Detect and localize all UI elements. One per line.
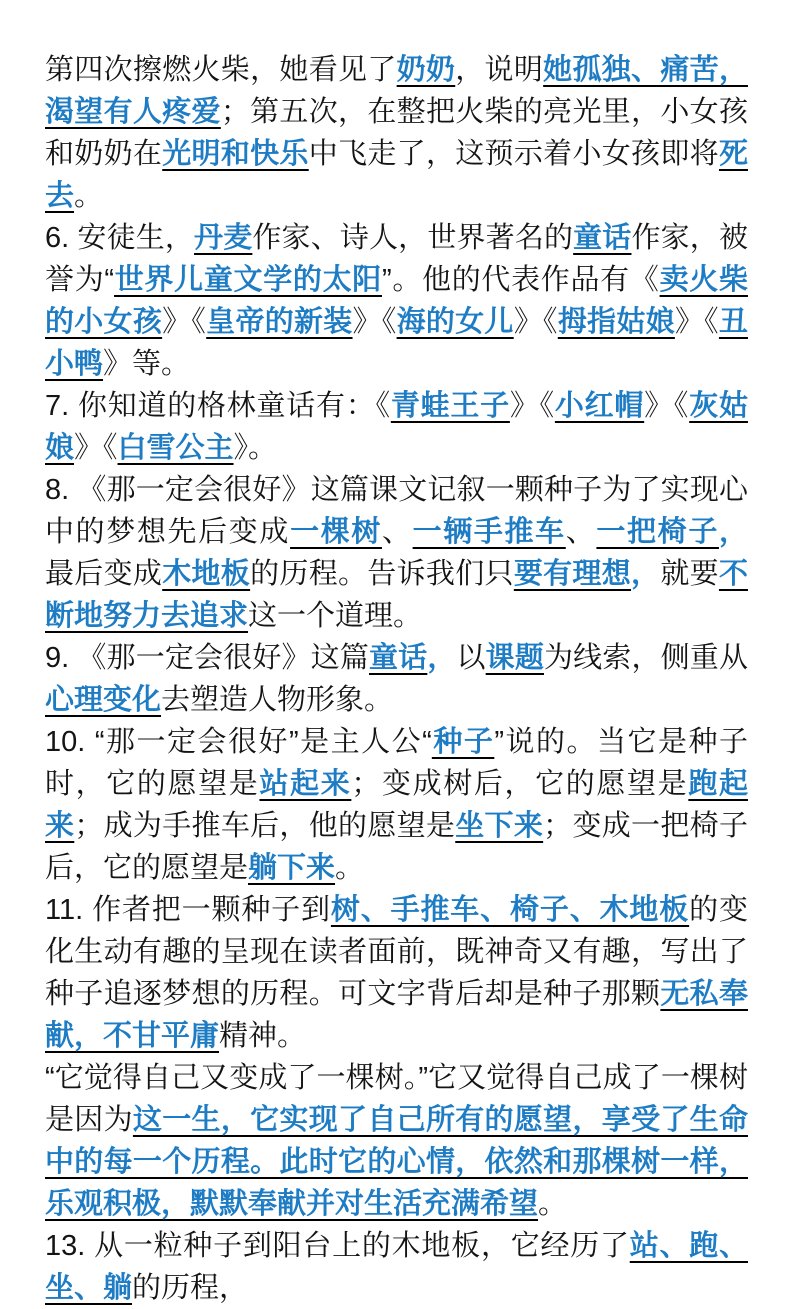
answer-highlight-text: 这一生，它实现了自己所有的愿望，享受了生命中的每一个历程。此时它的心情，依然和那棵树一样，乐观积极，默默奉献并对生活充满希望 xyxy=(45,1104,748,1220)
answer-highlight-text: 坐下来 xyxy=(455,810,544,842)
question-text: 。 xyxy=(74,180,104,212)
answer-highlight-text: ， xyxy=(718,516,748,548)
question-text: 10. “那一定会很好”是主人公“ xyxy=(45,726,432,758)
answer-highlight-text: 课题 xyxy=(485,642,544,674)
answer-highlight-text: 白雪公主 xyxy=(117,432,234,464)
question-text: 》《 xyxy=(74,432,118,464)
question-text: 最后变成 xyxy=(45,558,163,590)
answer-highlight-text: 心理变化 xyxy=(45,684,162,716)
question-text: 。 xyxy=(538,1188,568,1220)
paragraph-item-10-seed-wishes xyxy=(45,721,748,889)
answer-highlight-text: 世界儿童文学的太阳 xyxy=(114,264,382,296)
paragraph-item-6-andersen xyxy=(45,217,748,385)
answer-highlight-text: 种子 xyxy=(431,726,495,758)
paragraph-item-8-seed-journey xyxy=(45,469,748,637)
paragraph-quote-analysis xyxy=(45,1057,748,1225)
question-text: 》《 xyxy=(513,306,558,338)
paragraph-item-13-process xyxy=(45,1225,748,1309)
answer-highlight-text: 躺下来 xyxy=(248,852,336,884)
question-text: 精神。 xyxy=(219,1020,307,1052)
answer-highlight-text: 要有理想 xyxy=(513,558,632,590)
answer-highlight-text: 站、跑、坐、躺 xyxy=(45,1230,748,1304)
answer-highlight-text: 木地板 xyxy=(162,558,251,590)
answer-highlight-text: 奶奶 xyxy=(396,54,456,86)
question-text: 6. 安徒生， xyxy=(45,222,195,254)
answer-highlight-text: ， xyxy=(631,558,661,590)
question-text: 》《 xyxy=(352,306,397,338)
answer-highlight-text: 卖火柴的小女孩 xyxy=(45,264,748,338)
answer-highlight-text: 丑小鸭 xyxy=(45,306,748,380)
answer-highlight-text: 树、手推车、椅子、木地板 xyxy=(330,894,690,926)
question-text: ，说明 xyxy=(455,54,544,86)
question-text: 作家，被誉为“ xyxy=(45,222,748,296)
question-text: 》。 xyxy=(233,432,278,464)
answer-highlight-text: 童话 xyxy=(573,222,632,254)
answer-highlight-text: 不断地努力去追求 xyxy=(45,558,748,632)
question-text: 8. 《那一定会很好》这篇课文记叙一颗种子为了实现心中的梦想先后变成 xyxy=(45,474,748,548)
question-text: 13. 从一粒种子到阳台上的木地板，它经历了 xyxy=(45,1230,630,1262)
answer-highlight-text: 光明和快乐 xyxy=(162,138,309,170)
question-text: ”。他的代表作品有《 xyxy=(381,264,660,296)
answer-highlight-text: 青蛙王子 xyxy=(390,390,510,422)
paragraph-item-9-story-clue xyxy=(45,637,748,721)
answer-highlight-text: 无私奉献，不甘平庸 xyxy=(45,978,748,1052)
question-text: 7. 你知道的格林童话有：《 xyxy=(45,390,391,422)
answer-highlight-text: 死去 xyxy=(45,138,748,212)
question-text: 为线索，侧重从 xyxy=(544,642,748,674)
answer-highlight-text: 一棵树 xyxy=(290,516,382,548)
question-text: 》《 xyxy=(509,390,555,422)
question-text: 11. 作者把一颗种子到 xyxy=(45,894,331,926)
answer-highlight-text: 拇指姑娘 xyxy=(557,306,675,338)
answer-highlight-text: 她孤独、痛苦，渴望有人疼爱 xyxy=(45,54,748,128)
question-text: 以 xyxy=(456,642,486,674)
answer-highlight-text: 站起来 xyxy=(259,768,352,800)
answer-highlight-text: 一把椅子 xyxy=(596,516,719,548)
paragraph-match-girl-summary xyxy=(45,49,748,217)
question-text: ；第五次，在整把火柴的亮光里，小女孩和奶奶在 xyxy=(45,96,748,170)
question-text: 》《 xyxy=(674,306,719,338)
question-text: 》《 xyxy=(162,306,207,338)
answer-highlight-text: 一辆手推车 xyxy=(412,516,566,548)
question-text: ；变成一把椅子后，它的愿望是 xyxy=(45,810,748,884)
question-text: ；变成树后，它的愿望是 xyxy=(351,768,689,800)
question-text: ”说的。当它是种子时，它的愿望是 xyxy=(45,726,748,800)
question-text: 9. 《那一定会很好》这篇 xyxy=(45,642,369,674)
question-text: 的变化生动有趣的呈现在读者面前，既神奇又有趣，写出了种子追逐梦想的历程。可文字背后却是种子那颗 xyxy=(45,894,748,1010)
question-text: 。 xyxy=(335,852,365,884)
question-text: “它觉得自己又变成了一棵树。”它又觉得自己成了一棵树是因为 xyxy=(45,1062,748,1136)
answer-highlight-text: 小红帽 xyxy=(554,390,645,422)
question-text: ；成为手推车后，他的愿望是 xyxy=(74,810,456,842)
question-text: 中飞走了，这预示着小女孩即将 xyxy=(308,138,719,170)
question-text: 、 xyxy=(381,516,413,548)
question-text: 》等。 xyxy=(103,348,191,380)
question-text: 、 xyxy=(565,516,597,548)
answer-highlight-text: 跑起来 xyxy=(45,768,748,842)
question-text: 作家、诗人，世界著名的 xyxy=(252,222,574,254)
answer-highlight-text: ， xyxy=(427,642,457,674)
question-text: 的历程， xyxy=(132,1272,249,1304)
question-text: 这一个道理。 xyxy=(248,600,423,632)
question-text: 就要 xyxy=(660,558,719,590)
answer-highlight-text: 皇帝的新装 xyxy=(206,306,353,338)
paragraph-item-7-grimm xyxy=(45,385,748,469)
answer-highlight-text: 童话 xyxy=(369,642,428,674)
question-text: 第四次擦燃火柴，她看见了 xyxy=(45,54,397,86)
question-text: 去塑造人物形象。 xyxy=(161,684,394,716)
answer-highlight-text: 灰姑娘 xyxy=(45,390,748,464)
answer-highlight-text: 海的女儿 xyxy=(396,306,514,338)
question-text: 的历程。告诉我们只 xyxy=(250,558,514,590)
answer-highlight-text: 丹麦 xyxy=(194,222,253,254)
question-text: 》《 xyxy=(644,390,690,422)
paragraph-item-11-seed-spirit xyxy=(45,889,748,1057)
